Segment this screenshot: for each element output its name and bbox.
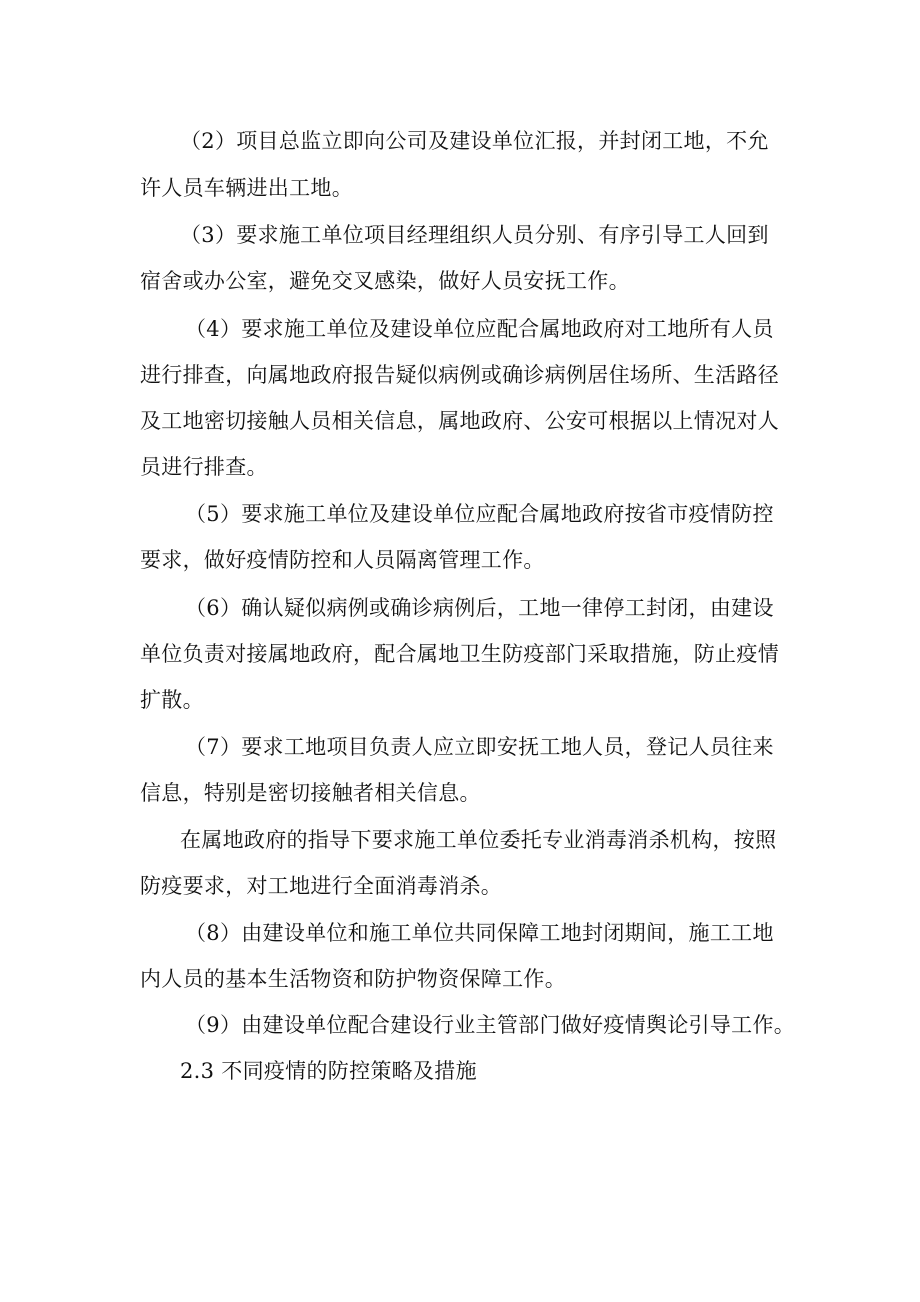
paragraph-2-line-1: （2）项目总监立即向公司及建设单位汇报，并封闭工地，不允 [180, 129, 769, 153]
paragraph-8-line-2: 内人员的基本生活物资和防护物资保障工作。 [140, 967, 566, 991]
paragraph-9-line-1: （9）由建设单位配合建设行业主管部门做好疫情舆论引导工作。 [185, 1013, 796, 1037]
paragraph-6-line-1: （6）确认疑似病例或确诊病例后，工地一律停工封闭，由建设 [185, 596, 774, 620]
paragraph-6-line-2: 单位负责对接属地政府，配合属地卫生防疫部门采取措施，防止疫情 [140, 642, 779, 666]
paragraph-8-line-1: （8）由建设单位和施工单位共同保障工地封闭期间，施工工地 [185, 921, 774, 945]
paragraph-4-line-1: （4）要求施工单位及建设单位应配合属地政府对工地所有人员 [185, 317, 774, 341]
paragraph-3-line-2: 宿舍或办公室，避免交叉感染，做好人员安抚工作。 [140, 269, 630, 293]
paragraph-7b-line-1: 在属地政府的指导下要求施工单位委托专业消毒消杀机构，按照 [180, 828, 777, 852]
paragraph-5-line-2: 要求，做好疫情防控和人员隔离管理工作。 [140, 548, 545, 572]
section-heading: 2.3 不同疫情的防控策略及措施 [180, 1059, 477, 1083]
paragraph-5-line-1: （5）要求施工单位及建设单位应配合属地政府按省市疫情防控 [185, 502, 774, 526]
paragraph-4-line-4: 员进行排查。 [140, 455, 268, 479]
paragraph-4-line-3: 及工地密切接触人员相关信息，属地政府、公安可根据以上情况对人 [140, 409, 779, 433]
paragraph-3-line-1: （3）要求施工单位项目经理组织人员分别、有序引导工人回到 [180, 223, 769, 247]
paragraph-2-line-2: 许人员车辆进出工地。 [140, 176, 353, 200]
paragraph-7-line-2: 信息，特别是密切接触者相关信息。 [140, 781, 481, 805]
paragraph-4-line-2: 进行排查，向属地政府报告疑似病例或确诊病例居住场所、生活路径 [140, 363, 779, 387]
paragraph-7b-line-2: 防疫要求，对工地进行全面消毒消杀。 [140, 874, 503, 898]
paragraph-6-line-3: 扩散。 [140, 688, 204, 712]
paragraph-7-line-1: （7）要求工地项目负责人应立即安抚工地人员，登记人员往来 [185, 735, 774, 759]
